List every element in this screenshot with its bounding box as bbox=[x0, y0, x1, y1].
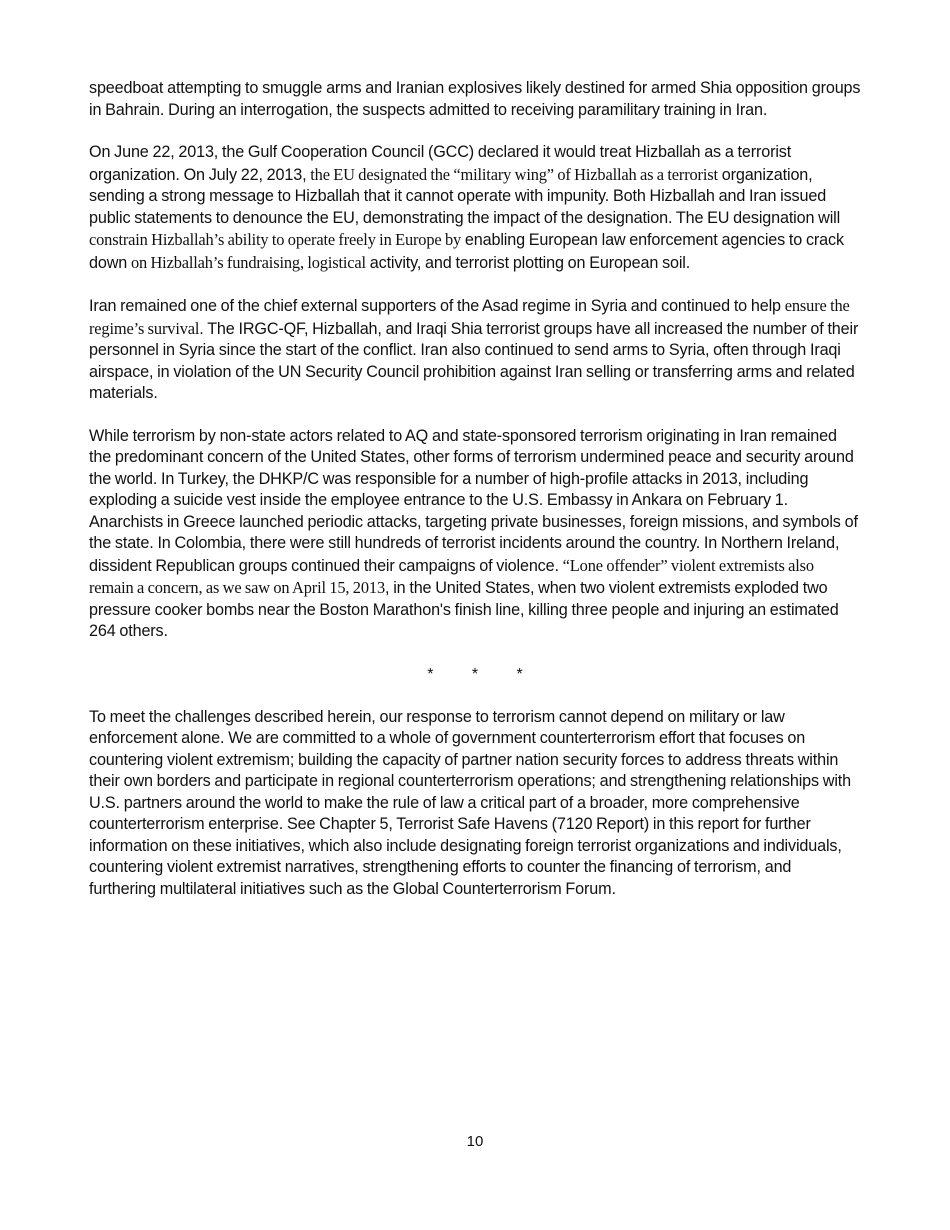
section-separator: * * * bbox=[427, 665, 523, 683]
paragraph-text-run: on Hizballah’s fundraising, logistical bbox=[130, 252, 366, 272]
paragraph-list bbox=[89, 78, 861, 643]
paragraph-text-run: While terrorism by non-state actors related to AQ and state-sponsored terrorism originating in Iran remained the predominant concern of the United States, other forms of terrorism undermined peace and security around the world. In Turkey, the DHKP/C was responsible for a number of high-profile attacks in 2013, including exploding a suicide vest inside the employee entrance to the U.S. Embassy in Ankara on February 1. Anarchists in Greece launched periodic attacks, targeting private businesses, foreign missions, and symbols of the state. In Colombia, there were still hundreds of terrorist incidents around the country. In Northern Ireland, dissident Republican groups continued their campaigns of violence. bbox=[89, 426, 858, 575]
body-paragraph bbox=[89, 295, 861, 405]
paragraph-text-run: On June 22, 2013, the Gulf Cooperation Council (GCC) declared it would treat Hizballah as a terrorist organization. On July 22, 2013, bbox=[89, 143, 792, 184]
body-paragraph bbox=[89, 426, 861, 643]
paragraph-text-run: “Lone offender” violent extremists also remain a concern, as we saw on April 15, 2013 bbox=[89, 555, 814, 597]
paragraph-text-run: organization, sending a strong message to Hizballah that it cannot operate with impunity. Both Hizballah and Iran issued public statements to denounce the EU, demonstrating the impact of the designation. The EU designation will bbox=[89, 165, 841, 227]
paragraph-text-run: ensure the regime’s survival bbox=[89, 296, 850, 338]
closing-paragraph: To meet the challenges described herein, our response to terrorism cannot depend on military or law enforcement alone. We are committed to a whole of government counterterrorism effort that focuses on countering violent extremism; building the capacity of partner nation security forces to address threats within their own borders and participate in regional counterterrorism operations; and strengthening relationships with U.S. partners around the world to make the rule of law a critical part of a broader, more comprehensive counterterrorism enterprise. See Chapter 5, Terrorist Safe Havens (7120 Report) in this report for further information on these initiatives, which also include designating foreign terrorist organizations and individuals, countering violent extremist narratives, strengthening efforts to counter the financing of terrorism, and furthering multilateral initiatives such as the Global Counterterrorism Forum. bbox=[89, 707, 851, 898]
paragraph-text-run: , in the United States, when two violent extremists exploded two pressure cooker bombs near the Boston Marathon's finish line, killing three people and injuring an estimated 264 others. bbox=[89, 579, 839, 640]
paragraph-text-run: Iran remained one of the chief external supporters of the Asad regime in Syria and continued to help bbox=[89, 297, 785, 315]
paragraph-text-run: constrain Hizballah’s ability to operate freely in Europe by bbox=[89, 230, 462, 249]
paragraph-text-run: the EU designated the “military wing” of Hizballah as a terrorist bbox=[310, 164, 718, 184]
document-body bbox=[89, 78, 861, 921]
page-number: 10 bbox=[466, 1133, 484, 1150]
body-paragraph bbox=[89, 142, 861, 274]
paragraph-text-run: . The IRGC-QF, Hizballah, and Iraqi Shia terrorist groups have all increased the number of their personnel in Syria since the start of the conflict. Iran also continued to send arms to Syria, often through Iraqi airspace, in violation of the UN Security Council prohibition against Iran selling or transferring arms and related materials. bbox=[89, 319, 859, 402]
body-paragraph bbox=[89, 78, 861, 121]
paragraph-text-run: activity, and terrorist plotting on European soil. bbox=[365, 253, 691, 272]
paragraph-text-run: enabling European law enforcement agencies to crack down bbox=[89, 231, 844, 272]
paragraph-text-run: speedboat attempting to smuggle arms and Iranian explosives likely destined for armed Shia opposition groups in Bahrain. During an interrogation, the suspects admitted to receiving paramilitary training in Iran. bbox=[89, 79, 861, 119]
